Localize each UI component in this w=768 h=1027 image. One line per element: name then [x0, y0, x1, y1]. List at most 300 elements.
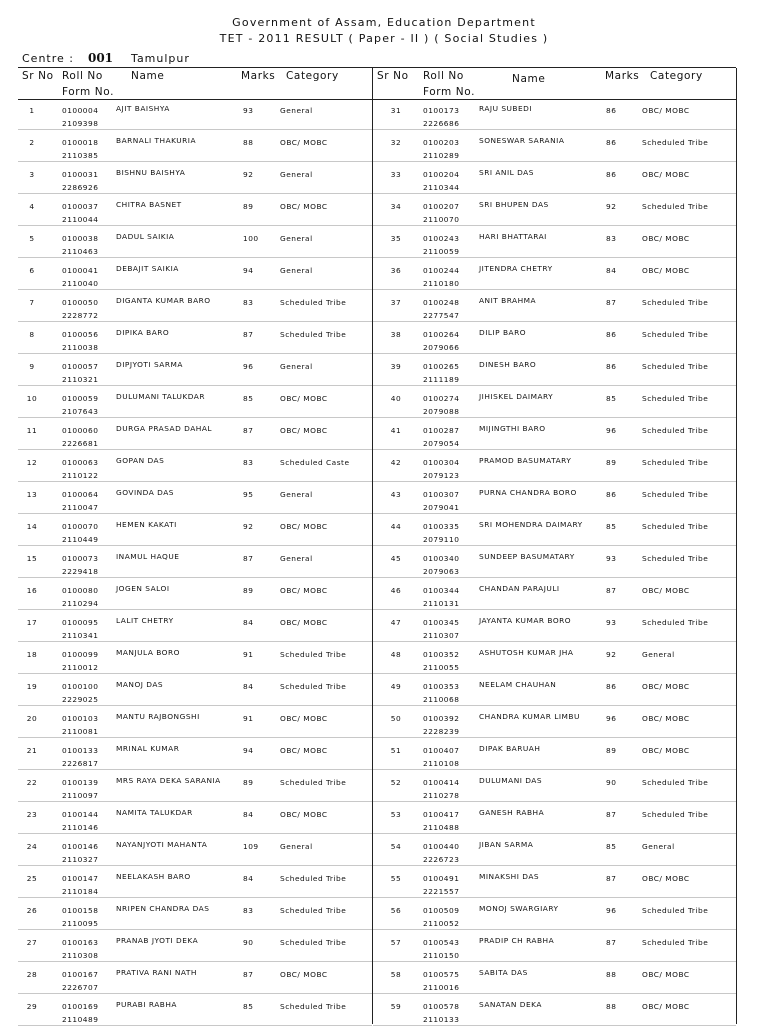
- cell-roll-no: 0100147: [62, 874, 99, 883]
- cell-sr-no: 2: [29, 138, 35, 147]
- cell-name: PRAMOD BASUMATARY: [479, 456, 572, 465]
- cell-name: HEMEN KAKATI: [116, 520, 177, 529]
- cell-name: DIGANTA KUMAR BARO: [116, 296, 211, 305]
- cell-roll-no: 0100304: [423, 458, 460, 467]
- cell-roll-no: 0100064: [62, 490, 99, 499]
- cell-roll-no: 0100173: [423, 106, 460, 115]
- cell-roll-no: 0100203: [423, 138, 460, 147]
- cell-roll-no: 0100050: [62, 298, 99, 307]
- cell-name: PRANAB JYOTI DEKA: [116, 936, 199, 945]
- cell-sr-no: 33: [390, 170, 402, 179]
- cell-form-no: 2277547: [423, 311, 460, 320]
- cell-category: OBC/ MOBC: [642, 746, 690, 755]
- cell-category: OBC/ MOBC: [642, 1002, 690, 1011]
- table-row: [0, 291, 768, 323]
- cell-sr-no: 1: [29, 106, 35, 115]
- cell-marks: 96: [606, 426, 617, 435]
- table-row: [0, 899, 768, 931]
- cell-name: MINAKSHI DAS: [479, 872, 540, 881]
- cell-roll-no: 0100207: [423, 202, 460, 211]
- row-separator: [18, 449, 372, 450]
- cell-marks: 94: [243, 746, 254, 755]
- cell-form-no: 2110463: [62, 247, 99, 256]
- cell-category: OBC/ MOBC: [642, 970, 690, 979]
- cell-marks: 87: [606, 874, 617, 883]
- cell-category: Scheduled Tribe: [280, 778, 347, 787]
- cell-form-no: 2110321: [62, 375, 99, 384]
- col-header-roll-no: Roll No: [423, 70, 464, 82]
- cell-marks: 91: [243, 650, 254, 659]
- row-separator: [373, 417, 736, 418]
- cell-marks: 86: [606, 682, 617, 691]
- cell-category: Scheduled Tribe: [642, 554, 709, 563]
- cell-sr-no: 17: [26, 618, 38, 627]
- cell-roll-no: 0100274: [423, 394, 460, 403]
- table-row: [0, 931, 768, 963]
- cell-marks: 85: [606, 842, 617, 851]
- cell-name: GOVINDA DAS: [116, 488, 174, 497]
- cell-sr-no: 57: [390, 938, 402, 947]
- cell-roll-no: 0100509: [423, 906, 460, 915]
- cell-name: DADUL SAIKIA: [116, 232, 175, 241]
- cell-form-no: 2226817: [62, 759, 99, 768]
- col-header-marks: Marks: [241, 70, 276, 82]
- cell-category: General: [280, 554, 313, 563]
- row-separator: [18, 161, 372, 162]
- cell-marks: 92: [606, 650, 617, 659]
- cell-roll-no: 0100018: [62, 138, 99, 147]
- cell-name: SRI ANIL DAS: [479, 168, 534, 177]
- cell-category: OBC/ MOBC: [280, 746, 328, 755]
- cell-roll-no: 0100080: [62, 586, 99, 595]
- table-row: [0, 547, 768, 579]
- table-row: [0, 707, 768, 739]
- cell-marks: 89: [243, 586, 254, 595]
- table-top-rule: [18, 67, 736, 68]
- cell-name: JIHISKEL DAIMARY: [479, 392, 554, 401]
- cell-name: ASHUTOSH KUMAR JHA: [479, 648, 574, 657]
- row-separator: [18, 577, 372, 578]
- cell-category: Scheduled Caste: [280, 458, 350, 467]
- cell-category: Scheduled Tribe: [280, 906, 347, 915]
- cell-name: DIPIKA BARO: [116, 328, 170, 337]
- cell-marks: 85: [606, 394, 617, 403]
- cell-marks: 87: [243, 330, 254, 339]
- cell-category: Scheduled Tribe: [642, 202, 709, 211]
- cell-form-no: 2228772: [62, 311, 99, 320]
- row-separator: [373, 129, 736, 130]
- cell-category: OBC/ MOBC: [280, 586, 328, 595]
- cell-marks: 87: [243, 426, 254, 435]
- table-row: [0, 867, 768, 899]
- cell-sr-no: 21: [26, 746, 38, 755]
- cell-roll-no: 0100056: [62, 330, 99, 339]
- row-separator: [18, 673, 372, 674]
- cell-sr-no: 20: [26, 714, 38, 723]
- row-separator: [18, 961, 372, 962]
- cell-name: PRADIP CH RABHA: [479, 936, 555, 945]
- cell-form-no: 2110081: [62, 727, 99, 736]
- cell-marks: 88: [606, 1002, 617, 1011]
- cell-category: Scheduled Tribe: [642, 426, 709, 435]
- cell-name: NEELAM CHAUHAN: [479, 680, 557, 689]
- cell-form-no: 2221557: [423, 887, 460, 896]
- cell-roll-no: 0100146: [62, 842, 99, 851]
- document-subtitle: TET - 2011 RESULT ( Paper - II ) ( Social Studies ): [219, 32, 549, 45]
- cell-category: Scheduled Tribe: [642, 330, 709, 339]
- cell-sr-no: 54: [390, 842, 402, 851]
- cell-marks: 89: [606, 746, 617, 755]
- centre-line: [22, 51, 190, 65]
- row-separator: [373, 193, 736, 194]
- table-row: [0, 227, 768, 259]
- row-separator: [18, 865, 372, 866]
- row-separator: [18, 193, 372, 194]
- cell-category: Scheduled Tribe: [280, 330, 347, 339]
- cell-sr-no: 46: [390, 586, 402, 595]
- cell-sr-no: 47: [390, 618, 402, 627]
- cell-sr-no: 50: [390, 714, 402, 723]
- cell-marks: 85: [606, 522, 617, 531]
- cell-form-no: 2226707: [62, 983, 99, 992]
- table-row: [0, 803, 768, 835]
- cell-sr-no: 18: [26, 650, 38, 659]
- row-separator: [373, 385, 736, 386]
- cell-marks: 95: [243, 490, 254, 499]
- table-row: [0, 835, 768, 867]
- cell-sr-no: 4: [29, 202, 35, 211]
- cell-sr-no: 51: [390, 746, 402, 755]
- cell-roll-no: 0100139: [62, 778, 99, 787]
- cell-category: Scheduled Tribe: [642, 778, 709, 787]
- cell-sr-no: 19: [26, 682, 38, 691]
- cell-marks: 86: [606, 170, 617, 179]
- cell-form-no: 2110488: [423, 823, 460, 832]
- row-separator: [373, 769, 736, 770]
- cell-name: PURNA CHANDRA BORO: [479, 488, 577, 497]
- cell-sr-no: 40: [390, 394, 402, 403]
- cell-form-no: 2110068: [423, 695, 460, 704]
- cell-marks: 87: [243, 554, 254, 563]
- cell-name: MRINAL KUMAR: [116, 744, 180, 753]
- cell-marks: 91: [243, 714, 254, 723]
- cell-marks: 83: [243, 906, 254, 915]
- cell-sr-no: 42: [390, 458, 402, 467]
- cell-sr-no: 41: [390, 426, 402, 435]
- cell-marks: 89: [606, 458, 617, 467]
- table-row: [0, 419, 768, 451]
- centre-label: Centre :: [22, 52, 74, 65]
- cell-name: DURGA PRASAD DAHAL: [116, 424, 212, 433]
- cell-form-no: 2110180: [423, 279, 460, 288]
- cell-roll-no: 0100167: [62, 970, 99, 979]
- cell-category: OBC/ MOBC: [280, 970, 328, 979]
- row-separator: [373, 609, 736, 610]
- table-row: [0, 771, 768, 803]
- cell-name: DULUMANI TALUKDAR: [116, 392, 206, 401]
- cell-form-no: 2110294: [62, 599, 99, 608]
- table-row: [0, 995, 768, 1027]
- col-header-name: Name: [131, 70, 165, 82]
- cell-category: OBC/ MOBC: [280, 202, 328, 211]
- cell-category: General: [280, 266, 313, 275]
- row-separator: [373, 353, 736, 354]
- cell-roll-no: 0100417: [423, 810, 460, 819]
- cell-marks: 86: [606, 330, 617, 339]
- cell-sr-no: 29: [26, 1002, 38, 1011]
- cell-roll-no: 0100248: [423, 298, 460, 307]
- col-header-sr-no: Sr No: [377, 70, 409, 82]
- cell-name: HARI BHATTARAI: [479, 232, 547, 241]
- cell-roll-no: 0100060: [62, 426, 99, 435]
- cell-category: Scheduled Tribe: [280, 682, 347, 691]
- cell-form-no: 2110097: [62, 791, 99, 800]
- cell-marks: 109: [243, 842, 259, 851]
- cell-roll-no: 0100163: [62, 938, 99, 947]
- cell-name: SANATAN DEKA: [479, 1000, 542, 1009]
- cell-category: Scheduled Tribe: [642, 394, 709, 403]
- cell-roll-no: 0100307: [423, 490, 460, 499]
- cell-marks: 93: [606, 618, 617, 627]
- cell-roll-no: 0100344: [423, 586, 460, 595]
- cell-name: DIPAK BARUAH: [479, 744, 541, 753]
- cell-category: OBC/ MOBC: [642, 170, 690, 179]
- cell-sr-no: 58: [390, 970, 402, 979]
- cell-sr-no: 3: [29, 170, 35, 179]
- row-separator: [18, 737, 372, 738]
- cell-marks: 86: [606, 362, 617, 371]
- row-separator: [18, 417, 372, 418]
- cell-form-no: 2110122: [62, 471, 99, 480]
- cell-category: Scheduled Tribe: [642, 810, 709, 819]
- cell-roll-no: 0100004: [62, 106, 99, 115]
- cell-roll-no: 0100070: [62, 522, 99, 531]
- cell-roll-no: 0100340: [423, 554, 460, 563]
- cell-category: OBC/ MOBC: [280, 522, 328, 531]
- row-separator: [373, 993, 736, 994]
- cell-name: MANOJ DAS: [116, 680, 164, 689]
- cell-sr-no: 14: [26, 522, 38, 531]
- cell-form-no: 2079110: [423, 535, 460, 544]
- cell-name: RAJU SUBEDI: [479, 104, 533, 113]
- cell-roll-no: 0100100: [62, 682, 99, 691]
- cell-form-no: 2110070: [423, 215, 460, 224]
- cell-name: DEBAJIT SAIKIA: [116, 264, 179, 273]
- row-separator: [18, 129, 372, 130]
- cell-name: CHITRA BASNET: [116, 200, 182, 209]
- cell-name: MIJINGTHI BARO: [479, 424, 546, 433]
- cell-category: Scheduled Tribe: [280, 298, 347, 307]
- cell-form-no: 2110385: [62, 151, 99, 160]
- cell-roll-no: 0100392: [423, 714, 460, 723]
- table-row: [0, 355, 768, 387]
- row-separator: [373, 321, 736, 322]
- cell-form-no: 2110052: [423, 919, 460, 928]
- cell-marks: 88: [243, 138, 254, 147]
- col-header-name: Name: [512, 73, 546, 85]
- row-separator: [18, 801, 372, 802]
- cell-name: SABITA DAS: [479, 968, 528, 977]
- cell-form-no: 2110055: [423, 663, 460, 672]
- cell-name: CHANDAN PARAJULI: [479, 584, 560, 593]
- cell-sr-no: 5: [29, 234, 35, 243]
- cell-sr-no: 34: [390, 202, 402, 211]
- cell-roll-no: 0100073: [62, 554, 99, 563]
- col-header-roll-no: Roll No: [62, 70, 103, 82]
- cell-name: AJIT BAISHYA: [116, 104, 170, 113]
- cell-form-no: 2110095: [62, 919, 99, 928]
- cell-marks: 85: [243, 1002, 254, 1011]
- table-row: [0, 323, 768, 355]
- cell-roll-no: 0100169: [62, 1002, 99, 1011]
- row-separator: [18, 609, 372, 610]
- row-separator: [18, 929, 372, 930]
- centre-name: Tamulpur: [131, 52, 190, 65]
- row-separator: [373, 481, 736, 482]
- row-separator: [373, 641, 736, 642]
- cell-marks: 92: [606, 202, 617, 211]
- table-row: [0, 611, 768, 643]
- cell-category: Scheduled Tribe: [280, 938, 347, 947]
- cell-roll-no: 0100407: [423, 746, 460, 755]
- cell-category: OBC/ MOBC: [280, 618, 328, 627]
- table-row: [0, 739, 768, 771]
- row-separator: [373, 289, 736, 290]
- row-separator: [373, 833, 736, 834]
- cell-sr-no: 35: [390, 234, 402, 243]
- cell-name: NAYANJYOTI MAHANTA: [116, 840, 208, 849]
- cell-name: JOGEN SALOI: [116, 584, 170, 593]
- cell-marks: 83: [606, 234, 617, 243]
- table-row: [0, 163, 768, 195]
- cell-marks: 84: [243, 682, 254, 691]
- cell-sr-no: 52: [390, 778, 402, 787]
- cell-sr-no: 13: [26, 490, 38, 499]
- cell-roll-no: 0100264: [423, 330, 460, 339]
- table-row: [0, 259, 768, 291]
- cell-category: Scheduled Tribe: [280, 874, 347, 883]
- cell-marks: 87: [606, 586, 617, 595]
- cell-marks: 93: [606, 554, 617, 563]
- cell-marks: 85: [243, 394, 254, 403]
- cell-category: Scheduled Tribe: [642, 458, 709, 467]
- cell-category: Scheduled Tribe: [642, 618, 709, 627]
- cell-form-no: 2110038: [62, 343, 99, 352]
- cell-roll-no: 0100063: [62, 458, 99, 467]
- cell-marks: 94: [243, 266, 254, 275]
- cell-form-no: 2079054: [423, 439, 460, 448]
- cell-form-no: 2226681: [62, 439, 99, 448]
- cell-form-no: 2079123: [423, 471, 460, 480]
- cell-roll-no: 0100353: [423, 682, 460, 691]
- row-separator: [18, 769, 372, 770]
- cell-form-no: 2107643: [62, 407, 99, 416]
- cell-name: LALIT CHETRY: [116, 616, 174, 625]
- row-separator: [18, 833, 372, 834]
- cell-marks: 90: [243, 938, 254, 947]
- cell-category: OBC/ MOBC: [642, 106, 690, 115]
- cell-marks: 87: [606, 938, 617, 947]
- cell-roll-no: 0100243: [423, 234, 460, 243]
- cell-form-no: 2110344: [423, 183, 460, 192]
- cell-category: Scheduled Tribe: [642, 906, 709, 915]
- cell-name: MANTU RAJBONGSHI: [116, 712, 200, 721]
- cell-sr-no: 27: [26, 938, 38, 947]
- cell-name: INAMUL HAQUE: [116, 552, 180, 561]
- cell-name: CHANDRA KUMAR LIMBU: [479, 712, 580, 721]
- cell-roll-no: 0100265: [423, 362, 460, 371]
- cell-form-no: 2110150: [423, 951, 460, 960]
- cell-roll-no: 0100543: [423, 938, 460, 947]
- cell-name: SRI MOHENDRA DAIMARY: [479, 520, 583, 529]
- row-separator: [18, 897, 372, 898]
- cell-marks: 86: [606, 490, 617, 499]
- table-row: [0, 387, 768, 419]
- cell-name: DIPJYOTI SARMA: [116, 360, 183, 369]
- cell-marks: 89: [243, 778, 254, 787]
- row-separator: [373, 545, 736, 546]
- cell-form-no: 2110308: [62, 951, 99, 960]
- cell-form-no: 2229025: [62, 695, 99, 704]
- cell-sr-no: 8: [29, 330, 35, 339]
- cell-category: OBC/ MOBC: [280, 138, 328, 147]
- cell-sr-no: 22: [26, 778, 38, 787]
- table-row: [0, 99, 768, 131]
- cell-roll-no: 0100095: [62, 618, 99, 627]
- cell-sr-no: 15: [26, 554, 38, 563]
- cell-name: ANIT BRAHMA: [479, 296, 537, 305]
- cell-roll-no: 0100578: [423, 1002, 460, 1011]
- cell-form-no: 2110012: [62, 663, 99, 672]
- table-row: [0, 579, 768, 611]
- cell-sr-no: 38: [390, 330, 402, 339]
- row-separator: [18, 353, 372, 354]
- cell-form-no: 2110133: [423, 1015, 460, 1024]
- cell-roll-no: 0100041: [62, 266, 99, 275]
- cell-form-no: 2110108: [423, 759, 460, 768]
- cell-name: DILIP BARO: [479, 328, 527, 337]
- cell-name: SONESWAR SARANIA: [479, 136, 565, 145]
- cell-sr-no: 39: [390, 362, 402, 371]
- cell-category: OBC/ MOBC: [642, 874, 690, 883]
- document-title: Government of Assam, Education Department: [232, 16, 536, 29]
- cell-category: Scheduled Tribe: [280, 1002, 347, 1011]
- cell-roll-no: 0100057: [62, 362, 99, 371]
- centre-code: 001: [87, 51, 114, 65]
- cell-form-no: 2110016: [423, 983, 460, 992]
- cell-marks: 87: [606, 298, 617, 307]
- row-separator: [18, 289, 372, 290]
- cell-form-no: 2110449: [62, 535, 99, 544]
- cell-sr-no: 55: [390, 874, 402, 883]
- row-separator: [373, 929, 736, 930]
- cell-name: NAMITA TALUKDAR: [116, 808, 193, 817]
- cell-roll-no: 0100038: [62, 234, 99, 243]
- cell-roll-no: 0100133: [62, 746, 99, 755]
- row-separator: [373, 737, 736, 738]
- cell-category: OBC/ MOBC: [280, 714, 328, 723]
- cell-form-no: 2110341: [62, 631, 99, 640]
- cell-sr-no: 16: [26, 586, 38, 595]
- row-separator: [373, 257, 736, 258]
- cell-marks: 84: [606, 266, 617, 275]
- cell-category: OBC/ MOBC: [280, 394, 328, 403]
- cell-form-no: 2079041: [423, 503, 460, 512]
- cell-marks: 96: [606, 714, 617, 723]
- cell-sr-no: 28: [26, 970, 38, 979]
- cell-sr-no: 10: [26, 394, 38, 403]
- cell-marks: 100: [243, 234, 259, 243]
